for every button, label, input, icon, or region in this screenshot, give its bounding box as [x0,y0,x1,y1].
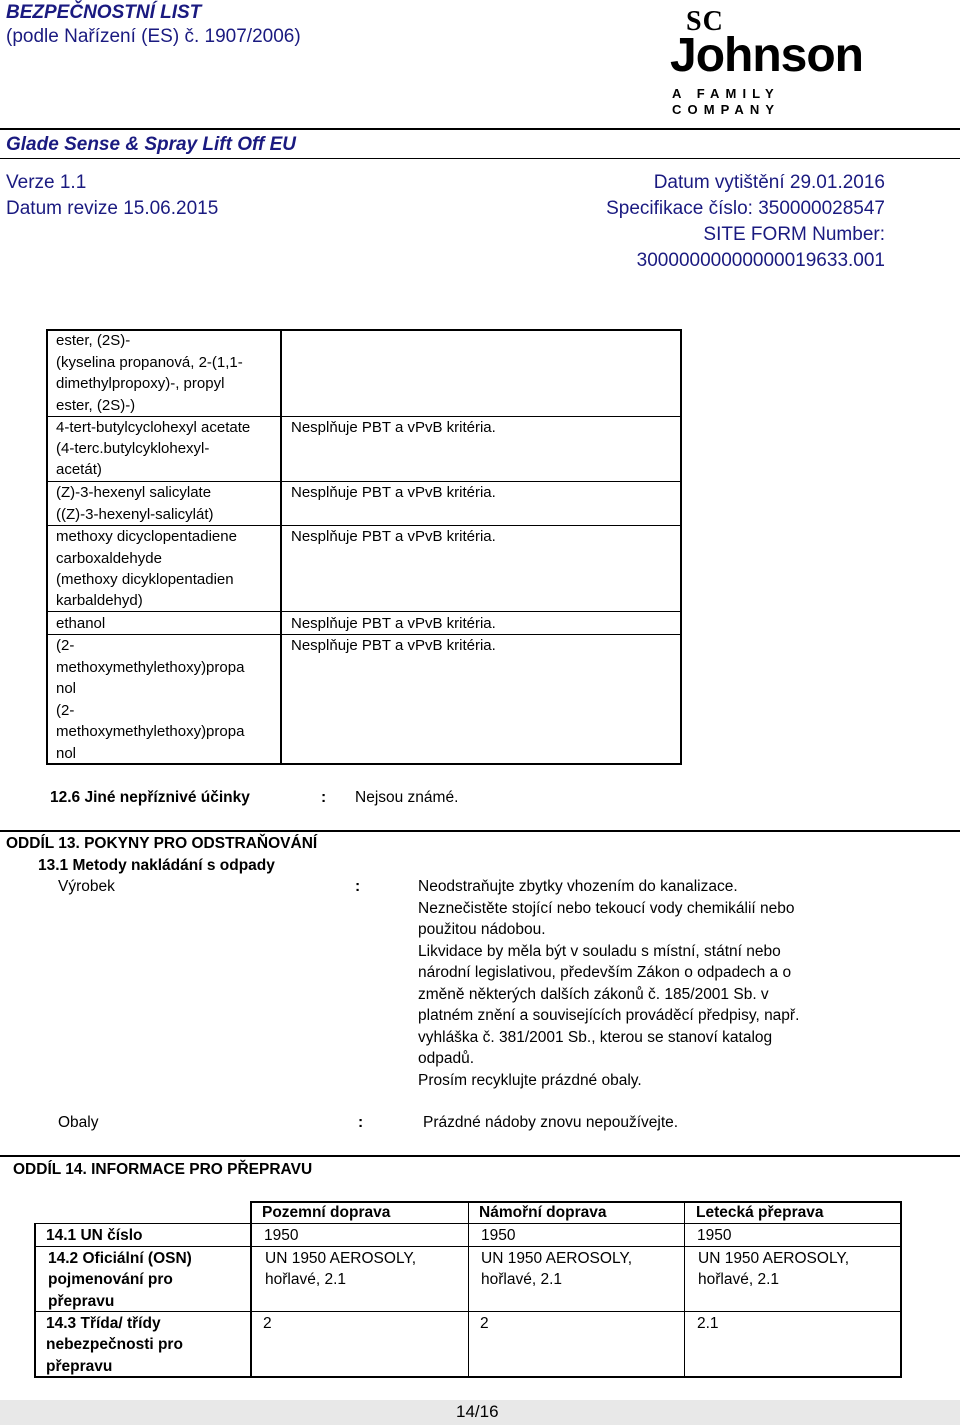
disposal-line: Neodstraňujte zbytky vhozením do kanalizace. [418,878,738,895]
product-name: Glade Sense & Spray Lift Off EU [6,134,297,155]
product-colon: : [355,878,361,895]
transport-cell: 1950 [697,1227,732,1244]
logo-sc: SC [686,6,724,37]
transport-col-divider [684,1201,685,1378]
transport-row-label: 14.1 UN číslo [46,1227,143,1244]
section-13-title: ODDÍL 13. POKYNY PRO ODSTRAŇOVÁNÍ [6,835,318,852]
packaging-label: Obaly [58,1114,99,1131]
transport-cell: 2 [263,1315,272,1332]
disposal-line: odpadů. [418,1050,475,1067]
ingredient-line: methoxymethylethoxy)propa [56,659,245,676]
print-date: Datum vytištění 29.01.2016 [653,172,885,193]
product-rule [0,158,960,159]
transport-cell: UN 1950 AEROSOLY, [698,1250,850,1267]
pbt-assessment: Nesplňuje PBT a vPvB kritéria. [291,484,496,501]
transport-corner-blank [34,1201,250,1224]
pbt-assessment: Nesplňuje PBT a vPvB kritéria. [291,637,496,654]
disposal-line: platném znění a souvisejících prováděcí předpisy, např. [418,1007,800,1024]
ingredient-line: nol [56,745,77,762]
header-rule [0,128,960,130]
packaging-value: Prázdné nádoby znovu nepoužívejte. [423,1114,679,1131]
ingredient-line: (2- [56,702,75,719]
transport-cell: hořlavé, 2.1 [481,1271,562,1288]
ingredient-line: 4-tert-butylcyclohexyl acetate [56,419,251,436]
transport-row-label: nebezpečnosti pro [46,1336,183,1353]
logo-tagline: A FAMILY COMPANY [672,86,781,117]
ingredient-line: methoxymethylethoxy)propa [56,723,245,740]
section-12-6-colon: : [321,789,327,806]
section-12-6-value: Nejsou známé. [355,789,459,806]
transport-col-divider [250,1201,252,1378]
site-form-value: 30000000000000019633.001 [636,250,885,271]
transport-row-label: přepravu [48,1293,115,1310]
packaging-colon: : [358,1114,364,1131]
disposal-line: vyhláška č. 381/2001 Sb., kterou se stanoví katalog [418,1029,773,1046]
page-footer [0,1400,960,1425]
ingredient-line: ester, (2S)- [56,332,131,349]
transport-col-divider [468,1201,469,1378]
regulation-text: (podle Nařízení (ES) č. 1907/2006) [6,26,301,47]
transport-cell: 1950 [481,1227,516,1244]
ingredient-line: dimethylpropoxy)-, propyl [56,375,225,392]
ingredient-line: ester, (2S)-) [56,397,136,414]
ingredient-col-divider [280,329,282,765]
transport-row-label: 14.2 Oficiální (OSN) [48,1250,192,1267]
revision-date: Datum revize 15.06.2015 [6,198,219,219]
product-label: Výrobek [58,878,115,895]
ingredient-line: ethanol [56,615,106,632]
ingredient-line: nol [56,680,77,697]
transport-cell: 1950 [264,1227,299,1244]
disposal-line: Likvidace by měla být v souladu s místní, státní nebo [418,943,781,960]
transport-row-label: 14.3 Třída/ třídy [46,1315,161,1332]
section-14-title: ODDÍL 14. INFORMACE PRO PŘEPRAVU [13,1161,313,1178]
pbt-assessment: Nesplňuje PBT a vPvB kritéria. [291,419,496,436]
pbt-assessment: Nesplňuje PBT a vPvB kritéria. [291,528,496,545]
logo-brand: Johnson [670,29,863,82]
ingredient-line: ((Z)-3-hexenyl-salicylát) [56,506,214,523]
transport-header-sea: Námořní doprava [479,1204,607,1221]
transport-cell: UN 1950 AEROSOLY, [265,1250,417,1267]
ingredient-line: (Z)-3-hexenyl salicylate [56,484,212,501]
disposal-line: národní legislativou, především Zákon o odpadech a o [418,964,792,981]
pbt-assessment: Nesplňuje PBT a vPvB kritéria. [291,615,496,632]
disposal-line: Prosím recyklujte prázdné obaly. [418,1072,642,1089]
disposal-line: Neznečistěte stojící nebo tekoucí vody chemikálií nebo [418,900,795,917]
ingredient-line: (kyselina propanová, 2-(1,1- [56,354,243,371]
disposal-line: změně některých dalších zákonů č. 185/2001 Sb. v [418,986,769,1003]
sc-johnson-logo [668,6,883,117]
section-13-1-title: 13.1 Metody nakládání s odpady [38,857,275,874]
page-number: 14/16 [456,1402,499,1421]
transport-cell: UN 1950 AEROSOLY, [481,1250,633,1267]
version: Verze 1.1 [6,172,87,193]
transport-cell: 2 [480,1315,489,1332]
transport-row-divider [34,1246,902,1247]
ingredient-line: (methoxy dicyklopentadien [56,571,234,588]
ingredient-line: methoxy dicyclopentadiene [56,528,237,545]
transport-header-land: Pozemní doprava [262,1204,391,1221]
section-14-rule [0,1155,960,1157]
ingredient-line: karbaldehyd) [56,592,143,609]
section-13-rule [0,830,960,832]
ingredient-line: acetát) [56,461,102,478]
transport-header-air: Letecká přeprava [696,1204,824,1221]
transport-row-divider [34,1311,902,1312]
ingredient-line: (4-terc.butylcyklohexyl- [56,440,210,457]
ingredient-line: (2- [56,637,75,654]
site-form-label: SITE FORM Number: [703,224,885,245]
section-12-6-label: 12.6 Jiné nepříznivé účinky [50,789,250,806]
transport-cell: hořlavé, 2.1 [265,1271,346,1288]
transport-cell: hořlavé, 2.1 [698,1271,779,1288]
ingredient-line: carboxaldehyde [56,550,162,567]
transport-cell: 2.1 [697,1315,719,1332]
transport-row-label: přepravu [46,1358,113,1375]
transport-row-label: pojmenování pro [48,1271,173,1288]
disposal-line: použitou nádobou. [418,921,546,938]
doc-title: BEZPEČNOSTNÍ LIST [6,2,202,23]
spec-number: Specifikace číslo: 350000028547 [606,198,885,219]
